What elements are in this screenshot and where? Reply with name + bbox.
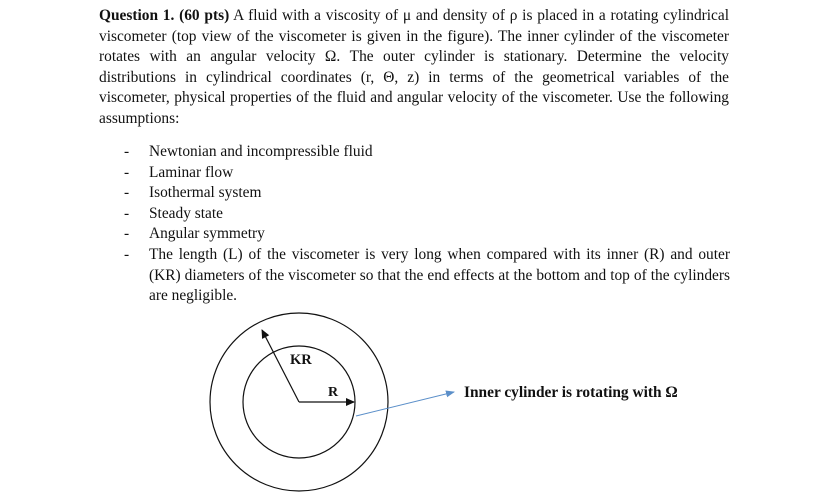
bullet-dash: - [124, 204, 130, 222]
rotation-annotation: Inner cylinder is rotating with Ω [464, 384, 678, 401]
assumption-text: Laminar flow [149, 163, 234, 181]
bullet-dash: - [124, 225, 130, 243]
annotation-arrow [356, 392, 454, 416]
assumption-text: Angular symmetry [149, 225, 265, 243]
bullet-dash: - [124, 245, 130, 263]
assumption-text: The length (L) of the viscometer is very long when compared with its inner (R) and outer (KR) diameters of the viscometer so that the end effects at the bottom and top of the cylinders are negligible. [149, 245, 730, 305]
question-text: A fluid with a viscosity of μ and density of ρ is placed in a rotating cylindrical viscometer (top view of the viscometer is given in the figure). The inner cylinder of the viscometer rotates with an angular velocity Ω. The outer cylinder is stationary. Determine the velocity distributions in cylindrical coordinates (r, Θ, z) in terms of the geometrical variables of the viscometer, physical properties of the fluid and angular velocity of the viscometer. Use the following assumptions: [99, 7, 729, 127]
assumption-text: Newtonian and incompressible fluid [149, 143, 373, 160]
question-label: Question 1. (60 pts) [99, 7, 230, 24]
outer-radius-label: KR [290, 352, 312, 368]
assumption-text: Steady state [149, 204, 223, 222]
bullet-dash: - [124, 143, 130, 160]
bullet-dash: - [124, 184, 130, 202]
inner-radius-label: R [328, 385, 339, 400]
bullet-dash: - [124, 163, 130, 181]
assumption-text: Isothermal system [149, 184, 262, 202]
